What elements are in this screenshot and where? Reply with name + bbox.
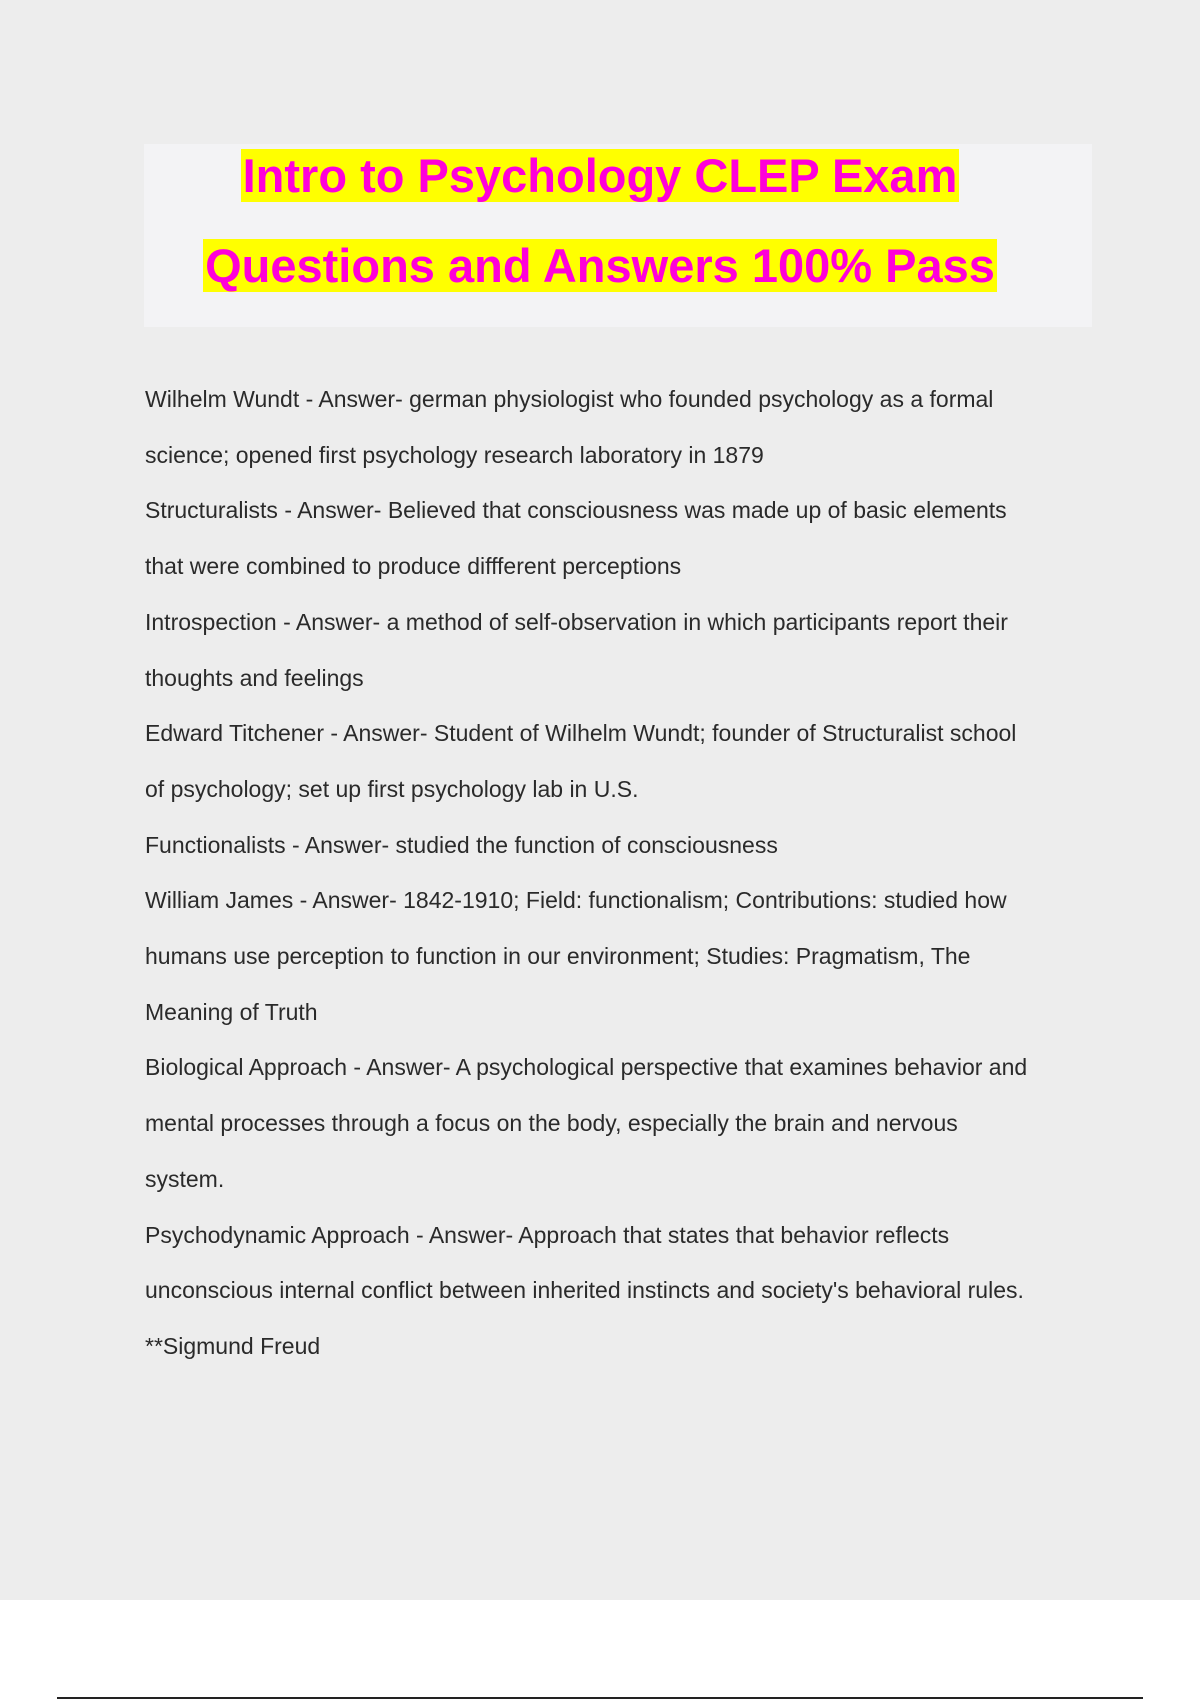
text-line: Functionalists - Answer- studied the function of consciousness [145,831,778,858]
title-highlight-2: Questions and Answers 100% Pass [205,239,995,292]
text-line: Structuralists - Answer- Believed that consciousness was made up of basic elements [145,497,1007,524]
footer-divider [57,1697,1143,1699]
text-line: Psychodynamic Approach - Answer- Approach that states that behavior reflects [145,1221,950,1248]
text-line: science; opened first psychology research laboratory in 1879 [145,441,764,468]
text-line: that were combined to produce diffferent perceptions [145,553,682,580]
text-line: Biological Approach - Answer- A psychological perspective that examines behavior and [145,1054,1028,1081]
text-line: Meaning of Truth [145,998,318,1025]
text-line: Introspection - Answer- a method of self-observation in which participants report their [145,608,1008,635]
text-line: Wilhelm Wundt - Answer- german physiologist who founded psychology as a formal [145,386,994,412]
document-title-line-1 [0,146,1200,206]
document-title-line-2 [0,236,1200,296]
text-line: humans use perception to function in our environment; Studies: Pragmatism, The [145,943,971,970]
title-highlight-1: Intro to Psychology CLEP Exam [242,149,958,202]
text-line: **Sigmund Freud [145,1332,321,1359]
qa-list [145,372,1085,1375]
text-line: thoughts and feelings [145,664,364,691]
text-line: Edward Titchener - Answer- Student of Wilhelm Wundt; founder of Structuralist school [145,720,1017,747]
text-line: system. [145,1165,225,1192]
text-line: William James - Answer- 1842-1910; Field: functionalism; Contributions: studied how [145,887,1007,914]
text-line: of psychology; set up first psychology lab in U.S. [145,775,639,802]
text-line: mental processes through a focus on the body, especially the brain and nervous [145,1110,958,1137]
text-line: unconscious internal conflict between inherited instincts and society's behavioral rules. [145,1277,1024,1304]
